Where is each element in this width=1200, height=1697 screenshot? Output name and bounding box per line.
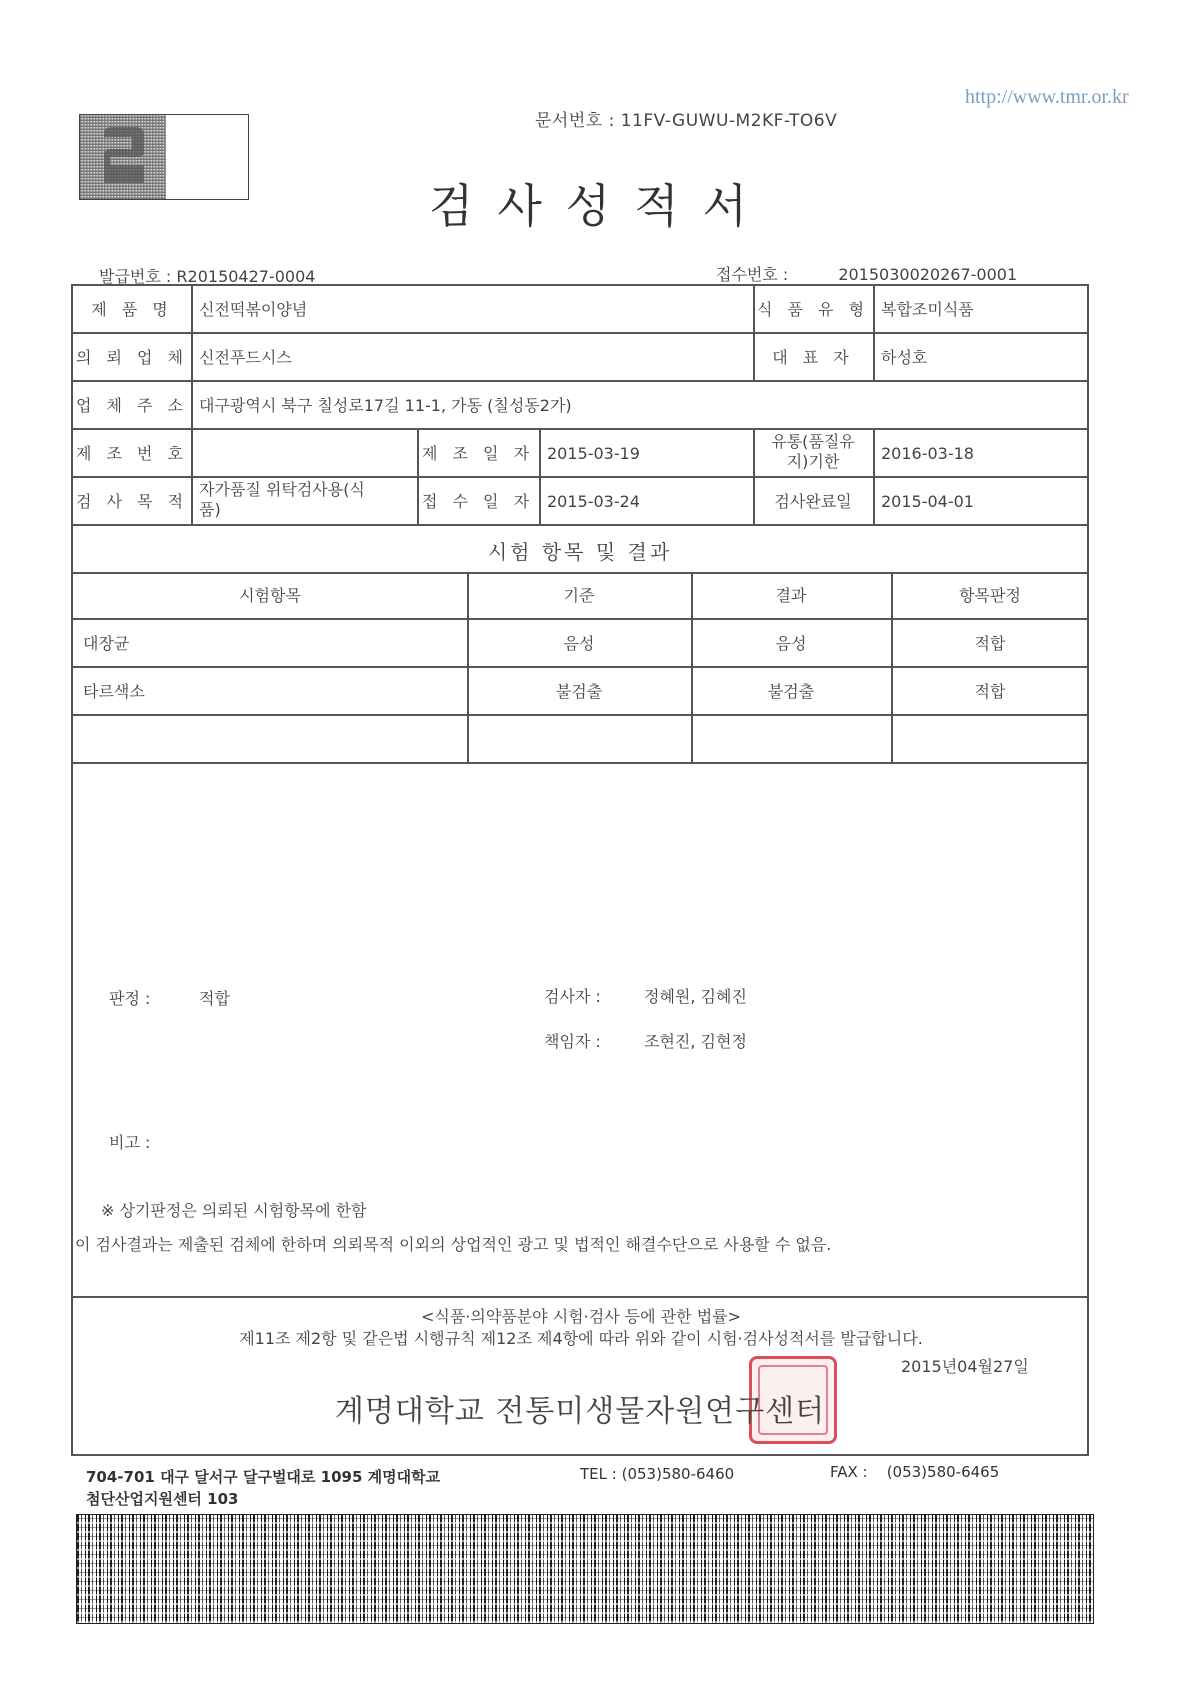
expiry-label-line1: 유통(품질유 [771, 432, 855, 451]
table-row-result: 음성 [775, 634, 807, 653]
product-name-label: 제 품 명 [91, 300, 173, 319]
security-barcode [76, 1514, 1094, 1624]
footer-tel [580, 1465, 734, 1483]
results-header-standard: 기준 [563, 586, 595, 605]
purpose-line1: 자가품질 위탁검사용(식 [199, 480, 365, 499]
footer-fax [830, 1463, 999, 1481]
tel-label: TEL : [580, 1465, 617, 1483]
legal-law-title: <식품·의약품분야 시험·검사 등에 관한 법률> [420, 1307, 742, 1326]
inspector-label: 검사자 : [544, 987, 601, 1006]
completion-date-label: 검사완료일 [774, 492, 852, 511]
representative-label: 대 표 자 [772, 348, 854, 367]
document-title: 검사성적서 [428, 179, 772, 233]
issue-number-label: 발급번호 : [99, 267, 172, 286]
receipt-number-value: 2015030020267-0001 [838, 265, 1018, 284]
issue-date: 2015년04월27일 [901, 1357, 1029, 1376]
manager-label: 책임자 : [544, 1032, 601, 1051]
table-row-item: 타르색소 [83, 682, 145, 701]
expiry-date: 2016-03-18 [881, 444, 974, 463]
results-header-judgement: 항목판정 [959, 586, 1021, 605]
results-header-item: 시험항목 [239, 586, 301, 605]
document-number: 문서번호 : 11FV-GUWU-M2KF-TO6V [535, 111, 838, 131]
footer-address-line2: 첨단산업지원센터 103 [86, 1490, 239, 1508]
table-row-standard: 불검출 [555, 682, 603, 701]
results-section-title: 시험 항목 및 결과 [487, 540, 673, 564]
food-type: 복합조미식품 [881, 300, 974, 319]
receipt-number-label: 접수번호 : [716, 265, 789, 284]
remark-label: 비고 : [109, 1133, 151, 1152]
judgement-value: 적합 [199, 989, 230, 1008]
representative-name: 하성호 [881, 348, 928, 367]
organization-name: 계명대학교 전통미생물자원연구센터 [334, 1394, 826, 1429]
mfg-date-label: 제 조 일 자 [421, 444, 535, 463]
address-label: 업 체 주 소 [75, 396, 189, 415]
receipt-number [716, 262, 1017, 285]
note-scope: ※ 상기판정은 의뢰된 시험항목에 한함 [101, 1201, 367, 1220]
mfg-date: 2015-03-19 [547, 444, 640, 463]
product-name: 신전떡볶이양념 [199, 300, 308, 319]
website-url[interactable]: http://www.tmr.or.kr [965, 86, 1129, 108]
manager-names: 조현진, 김현정 [644, 1032, 747, 1051]
client-address: 대구광역시 북구 칠성로17길 11-1, 가동 (칠성동2가) [199, 396, 572, 415]
table-row-item: 대장균 [83, 634, 130, 653]
table-row-judgement: 적합 [974, 682, 1006, 701]
purpose-label: 검 사 목 적 [75, 492, 189, 511]
report-frame [71, 284, 1089, 1456]
table-row-standard: 음성 [563, 634, 595, 653]
fax-label: FAX : [830, 1463, 868, 1481]
table-row-judgement: 적합 [974, 634, 1006, 653]
receipt-date-label: 접 수 일 자 [421, 492, 535, 511]
tel-number: (053)580-6460 [621, 1465, 735, 1483]
results-header-result: 결과 [775, 586, 807, 605]
table-row-result: 불검출 [767, 682, 815, 701]
client-name: 신전푸드시스 [199, 348, 292, 367]
mfg-number-label: 제 조 번 호 [75, 444, 189, 463]
expiry-label-line2: 지)기한 [786, 452, 840, 471]
fax-number: (053)580-6465 [886, 1463, 1000, 1481]
completion-date: 2015-04-01 [881, 492, 974, 511]
legal-statement: 제11조 제2항 및 같은법 시행규칙 제12조 제4항에 따라 위와 같이 시험·검사성적서를 발급합니다. [239, 1329, 923, 1348]
judgement-label: 판정 : [109, 989, 151, 1008]
food-type-label: 식 품 유 형 [756, 300, 870, 319]
receipt-date: 2015-03-24 [547, 492, 640, 511]
note-usage-restriction: 이 검사결과는 제출된 검체에 한하며 의뢰목적 이외의 상업적인 광고 및 법적인 해결수단으로 사용할 수 없음. [75, 1235, 832, 1254]
client-label: 의 뢰 업 체 [75, 348, 189, 367]
purpose-line2: 품) [199, 500, 221, 519]
inspector-names: 정혜원, 김혜진 [644, 987, 747, 1006]
issue-number-value: R20150427-0004 [176, 267, 316, 286]
footer-address-line1: 704-701 대구 달서구 달구벌대로 1095 계명대학교 [86, 1468, 441, 1486]
